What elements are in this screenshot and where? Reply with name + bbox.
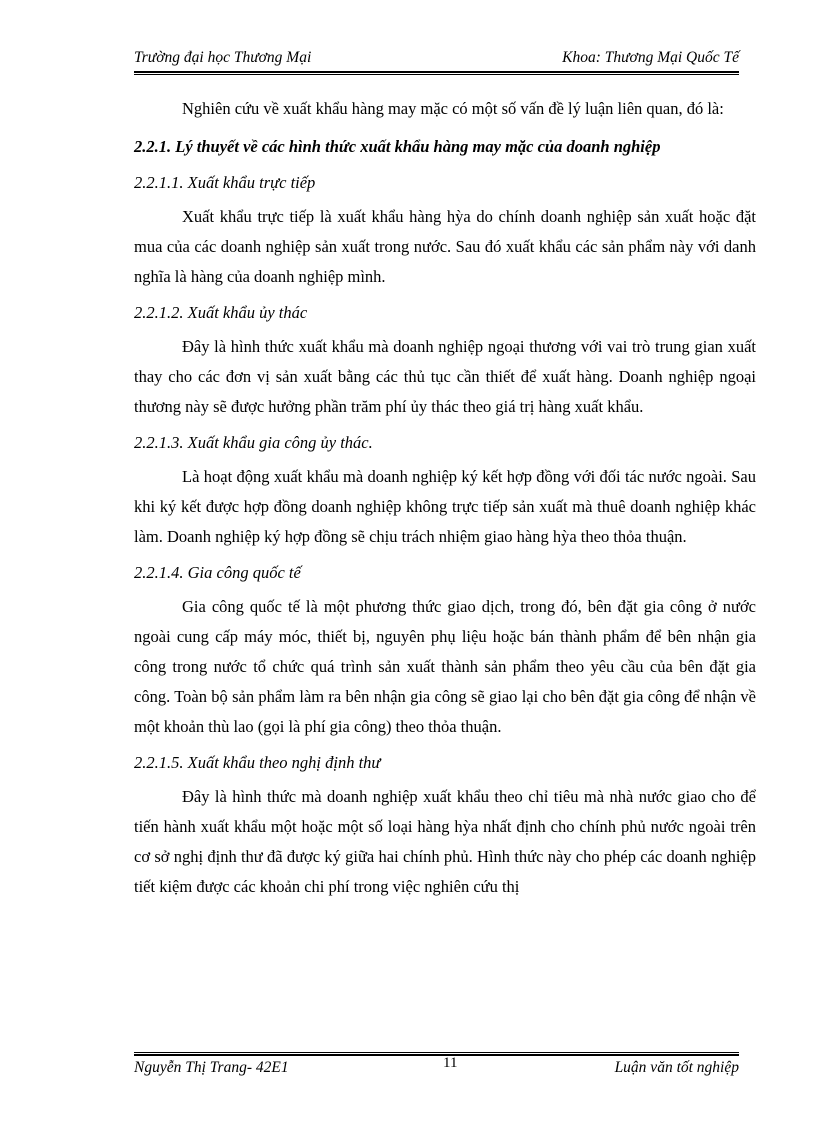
subsection-paragraph: Đây là hình thức mà doanh nghiệp xuất khẩu theo chỉ tiêu mà nhà nước giao cho để tiến hành xuất khẩu một hoặc một số loại hàng hỳa nhất định cho chính phủ nước ngoài trên cơ sở nghị định thư đã được ký giữa hai chính phủ. Hình thức này cho phép các doanh nghiệp tiết kiệm được các khoản chi phí trong việc nghiên cứu thị	[134, 787, 756, 896]
header-university: Trường đại học Thương Mại	[134, 49, 312, 66]
footer-doc-type: Luận văn tốt nghiệp	[614, 1059, 739, 1076]
subsection-heading: 2.2.1.5. Xuất khẩu theo nghị định thư	[134, 753, 381, 772]
header-rule	[134, 71, 739, 75]
subsection-paragraph: Là hoạt động xuất khẩu mà doanh nghiệp ký kết hợp đồng với đối tác nước ngoài. Sau khi ký kết được hợp đồng doanh nghiệp không trực tiếp sản xuất mà thuê doanh nghiệp khác làm. Doanh nghiệp ký hợp đồng sẽ chịu trách nhiệm giao hàng hỳa theo thỏa thuận.	[134, 467, 756, 546]
page-header	[134, 49, 739, 69]
footer-rule	[134, 1052, 739, 1056]
subsection-heading: 2.2.1.1. Xuất khẩu trực tiếp	[134, 173, 316, 192]
subsection-paragraph: Gia công quốc tế là một phương thức giao dịch, trong đó, bên đặt gia công ở nước ngoài cung cấp máy móc, thiết bị, nguyên phụ liệu hoặc bán thành phẩm để bên nhận gia công trong nước tổ chức quá trình sản xuất thành sản phẩm theo yêu cầu của bên đặt gia công. Toàn bộ sản phẩm làm ra bên nhận gia công sẽ giao lại cho bên đặt gia công để nhận về một khoản thù lao (gọi là phí gia công) theo thỏa thuận.	[134, 597, 756, 736]
section-heading: 2.2.1. Lý thuyết về các hình thức xuất khẩu hàng may mặc của doanh nghiệp	[134, 137, 661, 156]
subsection-paragraph: Đây là hình thức xuất khẩu mà doanh nghiệp ngoại thương với vai trò trung gian xuất thay cho các đơn vị sản xuất bằng các thủ tục cần thiết để xuất hàng. Doanh nghiệp ngoại thương này sẽ được hưởng phần trăm phí ủy thác theo giá trị hàng xuất khẩu.	[134, 337, 756, 416]
header-faculty: Khoa: Thương Mại Quốc Tế	[562, 49, 739, 66]
subsection-heading: 2.2.1.2. Xuất khẩu ủy thác	[134, 303, 308, 322]
page-footer	[134, 1057, 739, 1079]
subsection-heading: 2.2.1.4. Gia công quốc tế	[134, 563, 301, 582]
subsection-paragraph: Xuất khẩu trực tiếp là xuất khẩu hàng hỳa do chính doanh nghiệp sản xuất hoặc đặt mua của các doanh nghiệp sản xuất trong nước. Sau đó xuất khẩu các sản phẩm này với danh nghĩa là hàng của doanh nghiệp mình.	[134, 207, 756, 286]
page-number: 11	[443, 1055, 458, 1071]
page-body	[134, 94, 756, 902]
footer-author: Nguyễn Thị Trang- 42E1	[134, 1059, 289, 1076]
subsection-heading: 2.2.1.3. Xuất khẩu gia công ủy thác.	[134, 433, 373, 452]
intro-paragraph: Nghiên cứu về xuất khẩu hàng may mặc có một số vấn đề lý luận liên quan, đó là:	[182, 99, 724, 118]
